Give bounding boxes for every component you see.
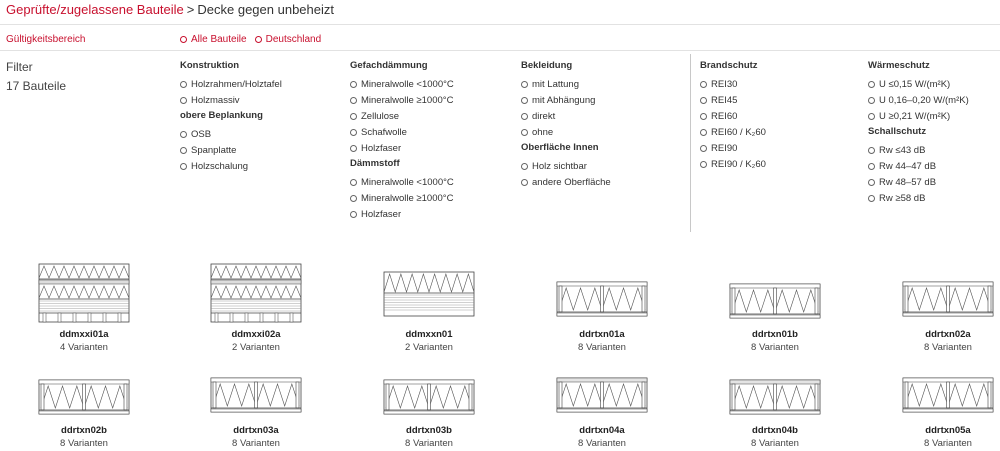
filter-column: [180, 60, 282, 174]
component-name: ddrtxn04a: [579, 425, 625, 436]
filter-option[interactable]: [350, 190, 454, 206]
radio-circle-icon: [180, 81, 187, 88]
radio-circle-icon: [868, 81, 875, 88]
filter-option-label: Holz sichtbar: [532, 160, 587, 172]
filter-option-label: Rw ≤43 dB: [879, 144, 926, 156]
filter-option[interactable]: [180, 158, 282, 174]
component-name: ddrtxn02a: [925, 329, 971, 340]
component-name: ddmxxi02a: [231, 329, 281, 340]
component-variants: 2 Varianten: [232, 342, 280, 353]
filter-option[interactable]: [350, 76, 454, 92]
component-name: ddmxxi01a: [59, 329, 109, 340]
component-drawing: [209, 262, 303, 324]
radio-circle-icon: [521, 179, 528, 186]
filter-option-label: Holzfaser: [361, 208, 402, 220]
radio-circle-icon: [180, 147, 187, 154]
component-tile[interactable]: [537, 370, 667, 449]
radio-circle-icon: [700, 97, 707, 104]
filter-option-label: REI60: [711, 110, 738, 122]
filter-option[interactable]: [521, 158, 611, 174]
component-drawing: [901, 262, 995, 324]
filter-option-label: ohne: [532, 126, 554, 138]
filter-option-label: Zellulose: [361, 110, 400, 122]
component-drawing: [555, 370, 649, 420]
filter-option-label: direkt: [532, 110, 556, 122]
filter-column: [868, 60, 969, 206]
filter-group-heading: Gefachdämmung: [350, 60, 428, 71]
component-drawing: [37, 262, 131, 324]
filter-option[interactable]: [350, 174, 454, 190]
filter-option[interactable]: [350, 124, 454, 140]
breadcrumb: [6, 2, 334, 17]
filter-option[interactable]: [700, 124, 766, 140]
filter-group-heading: Konstruktion: [180, 60, 240, 71]
radio-circle-icon: [868, 147, 875, 154]
component-drawing: [555, 262, 649, 324]
radio-circle-icon: [868, 113, 875, 120]
filter-option[interactable]: [700, 140, 766, 156]
filter-option[interactable]: [868, 108, 969, 124]
filter-option-label: Rw 44–47 dB: [879, 160, 937, 172]
component-name: ddrtxn01a: [579, 329, 625, 340]
radio-circle-icon: [350, 145, 357, 152]
radio-circle-icon: [350, 129, 357, 136]
filter-group-heading: Oberfläche Innen: [521, 142, 599, 153]
component-name: ddmxxn01: [405, 329, 453, 340]
breadcrumb-current: Decke gegen unbeheizt: [197, 2, 334, 17]
component-variants: 8 Varianten: [751, 342, 799, 353]
filter-option[interactable]: [180, 92, 282, 108]
filter-option-label: Holzschalung: [191, 160, 249, 172]
radio-circle-icon: [180, 97, 187, 104]
filter-option-label: mit Abhängung: [532, 94, 596, 106]
breadcrumb-separator: >: [186, 2, 195, 17]
filter-option-label: U ≥0,21 W/(m²K): [879, 110, 951, 122]
filter-option-label: Schafwolle: [361, 126, 407, 138]
radio-circle-icon: [350, 97, 357, 104]
filter-column: [350, 60, 454, 222]
component-tile[interactable]: [364, 262, 494, 353]
radio-circle-icon: [521, 129, 528, 136]
filter-option[interactable]: [350, 92, 454, 108]
radio-circle-icon: [868, 195, 875, 202]
filter-option-label: REI90 / K₂60: [711, 158, 766, 170]
radio-circle-icon: [350, 81, 357, 88]
component-tile[interactable]: [191, 370, 321, 449]
radio-circle-icon: [180, 36, 187, 43]
component-variants: 8 Varianten: [578, 342, 626, 353]
component-tile[interactable]: [191, 262, 321, 353]
radio-circle-icon: [521, 113, 528, 120]
component-name: ddrtxn02b: [61, 425, 107, 436]
filter-option[interactable]: [521, 76, 611, 92]
filter-option[interactable]: [700, 108, 766, 124]
filter-option[interactable]: [521, 174, 611, 190]
filter-option[interactable]: [868, 76, 969, 92]
radio-circle-icon: [700, 129, 707, 136]
component-name: ddrtxn04b: [752, 425, 798, 436]
filter-vertical-divider: [690, 54, 691, 232]
component-tile[interactable]: [710, 262, 840, 353]
filter-group-heading: Brandschutz: [700, 60, 758, 71]
divider-scope: [0, 50, 1000, 51]
radio-circle-icon: [868, 163, 875, 170]
component-variants: 8 Varianten: [924, 438, 972, 449]
component-variants: 4 Varianten: [60, 342, 108, 353]
filter-column: [521, 60, 611, 190]
radio-circle-icon: [700, 81, 707, 88]
filter-column: [700, 60, 766, 172]
divider-top: [0, 24, 1000, 25]
component-drawing: [382, 262, 476, 324]
filter-option-label: Rw 48–57 dB: [879, 176, 937, 188]
filter-option[interactable]: [868, 190, 969, 206]
component-variants: 8 Varianten: [751, 438, 799, 449]
filter-option-label: REI45: [711, 94, 738, 106]
filter-group-heading: Dämmstoff: [350, 158, 400, 169]
filter-option-label: andere Oberfläche: [532, 176, 611, 188]
component-variants: 8 Varianten: [405, 438, 453, 449]
radio-circle-icon: [180, 163, 187, 170]
filter-count: 17 Bauteile: [6, 79, 67, 93]
radio-circle-icon: [521, 163, 528, 170]
component-variants: 2 Varianten: [405, 342, 453, 353]
filter-option-label: Mineralwolle ≥1000°C: [361, 192, 454, 204]
scope-radio-deutschland[interactable]: Deutschland: [255, 34, 322, 45]
radio-circle-icon: [521, 81, 528, 88]
filter-option[interactable]: [180, 76, 282, 92]
filter-option-label: Holzfaser: [361, 142, 402, 154]
component-tile[interactable]: [537, 262, 667, 353]
filter-option-label: REI90: [711, 142, 738, 154]
filter-option[interactable]: [180, 126, 282, 142]
component-variants: 8 Varianten: [232, 438, 280, 449]
filter-option[interactable]: [868, 174, 969, 190]
component-variants: 8 Varianten: [60, 438, 108, 449]
component-drawing: [382, 370, 476, 420]
filter-group-heading: Schallschutz: [868, 126, 927, 137]
filter-option[interactable]: [350, 206, 454, 222]
component-tile[interactable]: [19, 262, 149, 353]
component-drawing: [901, 370, 995, 420]
filter-option-label: REI30: [711, 78, 738, 90]
filter-option[interactable]: [350, 140, 454, 156]
filter-option[interactable]: [521, 92, 611, 108]
component-tile[interactable]: [710, 370, 840, 449]
radio-circle-icon: [868, 179, 875, 186]
filter-option[interactable]: [700, 92, 766, 108]
filter-option[interactable]: [700, 76, 766, 92]
radio-circle-icon: [700, 161, 707, 168]
scope-label: Gültigkeitsbereich: [6, 34, 86, 45]
component-name: ddrtxn03b: [406, 425, 452, 436]
component-tile[interactable]: [883, 370, 1000, 449]
component-drawing: [209, 370, 303, 420]
radio-circle-icon: [180, 131, 187, 138]
component-drawing: [728, 370, 822, 420]
filter-option-label: Holzrahmen/Holztafel: [191, 78, 282, 90]
component-tile[interactable]: [364, 370, 494, 449]
component-drawing: [37, 370, 131, 420]
component-name: ddrtxn01b: [752, 329, 798, 340]
filter-option[interactable]: [868, 92, 969, 108]
radio-circle-icon: [350, 113, 357, 120]
filter-option[interactable]: [521, 108, 611, 124]
filter-group-heading: Wärmeschutz: [868, 60, 930, 71]
component-variants: 8 Varianten: [924, 342, 972, 353]
filter-option[interactable]: [868, 158, 969, 174]
component-variants: 8 Varianten: [578, 438, 626, 449]
filter-title: Filter: [6, 60, 33, 74]
radio-circle-icon: [868, 97, 875, 104]
filter-option-label: U 0,16–0,20 W/(m²K): [879, 94, 969, 106]
radio-circle-icon: [700, 145, 707, 152]
radio-circle-icon: [521, 97, 528, 104]
filter-option-label: Mineralwolle ≥1000°C: [361, 94, 454, 106]
filter-option-label: Mineralwolle <1000°C: [361, 176, 454, 188]
filter-option-label: OSB: [191, 128, 212, 140]
filter-option[interactable]: [868, 142, 969, 158]
radio-circle-icon: [350, 195, 357, 202]
filter-option-label: Mineralwolle <1000°C: [361, 78, 454, 90]
filter-group-heading: Bekleidung: [521, 60, 573, 71]
filter-option[interactable]: [521, 124, 611, 140]
filter-option-label: Holzmassiv: [191, 94, 240, 106]
radio-circle-icon: [350, 179, 357, 186]
filter-group-heading: obere Beplankung: [180, 110, 263, 121]
component-tile[interactable]: [883, 262, 1000, 353]
filter-option[interactable]: [350, 108, 454, 124]
component-drawing: [728, 262, 822, 324]
radio-circle-icon: [700, 113, 707, 120]
filter-option[interactable]: [700, 156, 766, 172]
scope-radio-alle[interactable]: Alle Bauteile: [180, 34, 247, 45]
filter-option[interactable]: [180, 142, 282, 158]
scope-options: [180, 34, 321, 45]
component-name: ddrtxn03a: [233, 425, 279, 436]
radio-circle-icon: [255, 36, 262, 43]
breadcrumb-link[interactable]: Geprüfte/zugelassene Bauteile: [6, 2, 184, 17]
component-name: ddrtxn05a: [925, 425, 971, 436]
radio-circle-icon: [350, 211, 357, 218]
component-tile[interactable]: [19, 370, 149, 449]
filter-option-label: REI60 / K₂60: [711, 126, 766, 138]
filter-option-label: Rw ≥58 dB: [879, 192, 926, 204]
filter-option-label: mit Lattung: [532, 78, 579, 90]
filter-option-label: Spanplatte: [191, 144, 237, 156]
filter-option-label: U ≤0,15 W/(m²K): [879, 78, 951, 90]
